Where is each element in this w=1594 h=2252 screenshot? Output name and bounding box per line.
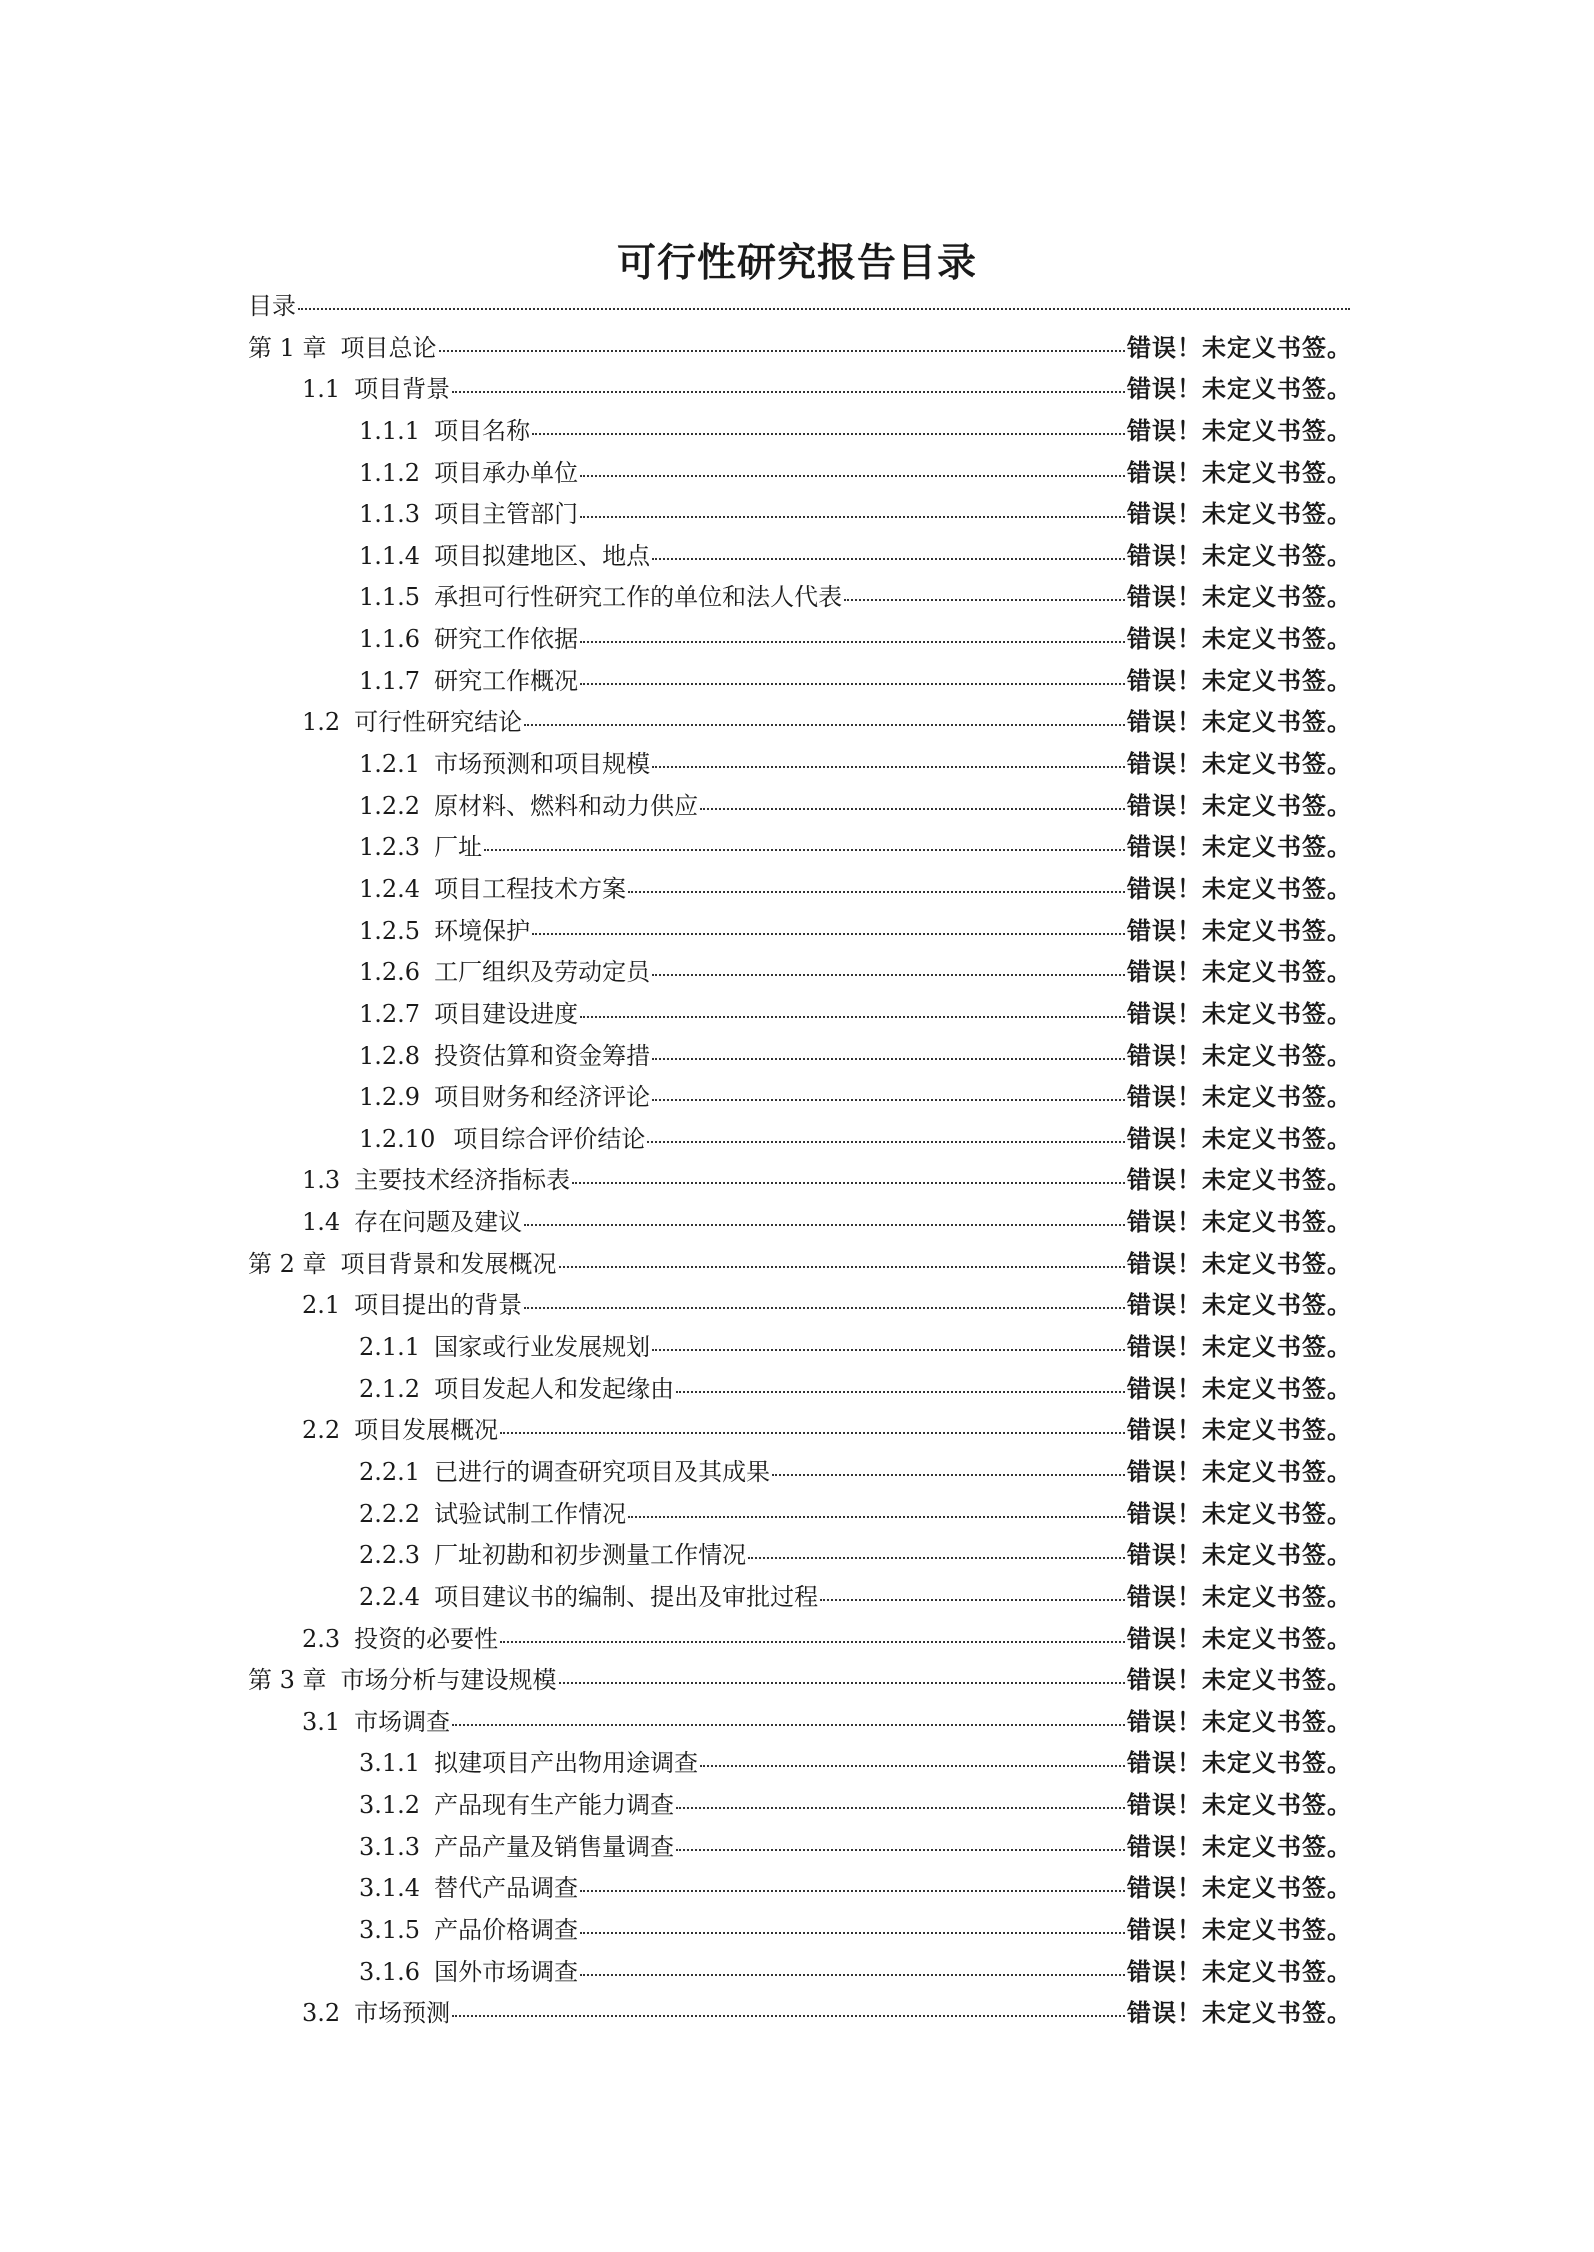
toc-entry-title: 已进行的调查研究项目及其成果 [434,1457,771,1486]
toc-entry[interactable] [248,1993,1352,2035]
toc-dot-leader [484,848,1125,851]
toc-entry[interactable] [248,286,1352,328]
toc-entry-page-ref: 错误！未定义书签。 [1127,333,1352,362]
toc-entry-number: 1.2.7 [359,999,421,1028]
toc-entry-title: 承担可行性研究工作的单位和法人代表 [434,583,843,612]
toc-entry-number: 1.2.9 [359,1083,421,1112]
toc-dot-leader [820,1598,1125,1601]
toc-entry[interactable] [248,1285,1352,1327]
toc-entry-title: 投资的必要性 [354,1624,499,1653]
toc-entry-page-ref: 错误！未定义书签。 [1127,1208,1352,1237]
toc-entry-page-ref: 错误！未定义书签。 [1127,1541,1352,1570]
toc-entry[interactable] [248,1785,1352,1827]
toc-entry-page-ref: 错误！未定义书签。 [1127,916,1352,945]
toc-entry-page-ref: 错误！未定义书签。 [1127,1999,1352,2028]
toc-entry-page-ref: 错误！未定义书签。 [1127,1624,1352,1653]
toc-entry-title: 项目综合评价结论 [453,1124,646,1153]
toc-entry[interactable] [248,827,1352,869]
toc-entry[interactable] [248,994,1352,1036]
toc-entry[interactable] [248,1036,1352,1078]
toc-entry-page-ref: 错误！未定义书签。 [1127,1791,1352,1820]
toc-entry[interactable] [248,1452,1352,1494]
toc-entry[interactable] [248,661,1352,703]
toc-entry-page-ref: 错误！未定义书签。 [1127,666,1352,695]
toc-dot-leader [580,1889,1125,1892]
toc-entry-title: 项目主管部门 [434,500,579,529]
toc-entry[interactable] [248,1327,1352,1369]
toc-entry-number: 3.1.6 [359,1957,421,1986]
toc-dot-leader [652,1098,1125,1101]
toc-dot-leader [652,973,1125,976]
toc-dot-leader [452,2014,1125,2017]
toc-entry[interactable] [248,619,1352,661]
toc-entry[interactable] [248,1535,1352,1577]
toc-entry-page-ref: 错误！未定义书签。 [1127,1249,1352,1278]
toc-dot-leader [748,1556,1125,1559]
toc-entry-number: 1.2.5 [359,916,421,945]
toc-entry-title: 项目建设进度 [434,999,579,1028]
toc-dot-leader [500,1431,1125,1434]
toc-entry[interactable] [248,1494,1352,1536]
toc-entry-number: 3.1.1 [359,1749,421,1778]
toc-entry-title: 原材料、燃料和动力供应 [434,791,699,820]
toc-entry-number: 1.1.2 [359,458,421,487]
toc-entry[interactable] [248,911,1352,953]
toc-dot-leader [580,1931,1125,1934]
toc-entry[interactable] [248,1827,1352,1869]
toc-entry-title: 环境保护 [434,916,531,945]
toc-entry[interactable] [248,1077,1352,1119]
toc-entry-title: 产品价格调查 [434,1915,579,1944]
toc-entry-number: 2.2 [302,1416,341,1445]
toc-entry[interactable] [248,1702,1352,1744]
toc-dot-leader [298,307,1350,310]
toc-entry-title: 国外市场调查 [434,1957,579,1986]
toc-entry-title: 市场预测和项目规模 [434,750,651,779]
toc-entry-number: 3.1 [302,1707,341,1736]
toc-dot-leader [532,432,1125,435]
toc-dot-leader [844,598,1125,601]
toc-entry-number: 第 3 章 [248,1666,327,1695]
toc-entry-number: 1.1.6 [359,625,421,654]
toc-dot-leader [580,1015,1125,1018]
toc-entry[interactable] [248,536,1352,578]
toc-entry-title: 项目发起人和发起缘由 [434,1374,675,1403]
toc-entry-title: 市场预测 [354,1999,451,2028]
toc-entry-page-ref: 错误！未定义书签。 [1127,458,1352,487]
toc-entry-title: 市场调查 [354,1707,451,1736]
toc-entry-number: 2.1.1 [359,1333,421,1362]
toc-entry-number: 2.3 [302,1624,341,1653]
toc-dot-leader [452,1723,1125,1726]
toc-entry-number: 3.1.4 [359,1874,421,1903]
toc-entry[interactable] [248,494,1352,536]
toc-entry-number: 1.4 [302,1208,341,1237]
toc-entry-page-ref: 错误！未定义书签。 [1127,1582,1352,1611]
toc-entry-number: 1.1.1 [359,416,421,445]
table-of-contents [248,286,1352,2035]
toc-dot-leader [532,932,1125,935]
toc-entry-page-ref: 错误！未定义书签。 [1127,1291,1352,1320]
toc-entry-page-ref: 错误！未定义书签。 [1127,958,1352,987]
toc-entry-page-ref: 错误！未定义书签。 [1127,1333,1352,1362]
toc-entry[interactable] [248,1910,1352,1952]
toc-entry-page-ref: 错误！未定义书签。 [1127,833,1352,862]
toc-entry-title: 替代产品调查 [434,1874,579,1903]
toc-entry-page-ref: 错误！未定义书签。 [1127,708,1352,737]
toc-entry-title: 厂址 [434,833,483,862]
toc-entry-number: 3.1.2 [359,1791,421,1820]
toc-entry-title: 目录 [248,292,296,320]
toc-entry[interactable] [248,411,1352,453]
toc-entry-title: 研究工作概况 [434,666,579,695]
toc-entry-title: 产品现有生产能力调查 [434,1791,675,1820]
toc-entry-number: 1.1.5 [359,583,421,612]
toc-dot-leader [580,515,1125,518]
toc-dot-leader [652,1348,1125,1351]
toc-entry-title: 项目承办单位 [434,458,579,487]
toc-entry[interactable] [248,869,1352,911]
toc-entry-number: 1.2.2 [359,791,421,820]
toc-entry-number: 1.2.10 [359,1124,436,1153]
toc-entry-title: 项目发展概况 [354,1416,499,1445]
toc-entry-title: 研究工作依据 [434,625,579,654]
toc-dot-leader [700,807,1125,810]
toc-entry-page-ref: 错误！未定义书签。 [1127,1083,1352,1112]
toc-dot-leader [772,1473,1125,1476]
toc-dot-leader [580,1973,1125,1976]
toc-dot-leader [559,1265,1125,1268]
toc-entry-title: 试验试制工作情况 [434,1499,627,1528]
toc-entry-title: 项目建议书的编制、提出及审批过程 [434,1582,819,1611]
toc-entry-number: 1.2.8 [359,1041,421,1070]
toc-entry[interactable] [248,1868,1352,1910]
toc-dot-leader [500,1640,1125,1643]
toc-entry[interactable] [248,1202,1352,1244]
toc-entry-page-ref: 错误！未定义书签。 [1127,1832,1352,1861]
toc-entry-number: 1.2 [302,708,341,737]
toc-entry-title: 项目背景和发展概况 [340,1249,557,1278]
toc-entry-number: 1.1.4 [359,541,421,570]
toc-entry-page-ref: 错误！未定义书签。 [1127,1749,1352,1778]
toc-entry-page-ref: 错误！未定义书签。 [1127,874,1352,903]
toc-entry[interactable] [248,1244,1352,1286]
toc-entry-page-ref: 错误！未定义书签。 [1127,1874,1352,1903]
toc-entry-title: 国家或行业发展规划 [434,1333,651,1362]
toc-dot-leader [676,1806,1125,1809]
toc-entry-page-ref: 错误！未定义书签。 [1127,750,1352,779]
toc-entry-page-ref: 错误！未定义书签。 [1127,791,1352,820]
toc-dot-leader [652,1057,1125,1060]
toc-dot-leader [580,640,1125,643]
toc-entry-number: 3.2 [302,1999,341,2028]
toc-entry-number: 2.2.2 [359,1499,421,1528]
toc-dot-leader [572,1181,1125,1184]
toc-entry-title: 存在问题及建议 [354,1208,523,1237]
toc-entry-title: 项目财务和经济评论 [434,1083,651,1112]
toc-entry-number: 1.2.3 [359,833,421,862]
toc-entry-title: 拟建项目产出物用途调查 [434,1749,699,1778]
toc-entry[interactable] [248,577,1352,619]
toc-dot-leader [676,1390,1125,1393]
toc-entry[interactable] [248,453,1352,495]
toc-dot-leader [524,723,1125,726]
toc-entry-title: 项目拟建地区、地点 [434,541,651,570]
toc-entry-title: 工厂组织及劳动定员 [434,958,651,987]
toc-entry[interactable] [248,1660,1352,1702]
toc-entry-number: 2.2.4 [359,1582,421,1611]
toc-entry-page-ref: 错误！未定义书签。 [1127,1957,1352,1986]
toc-entry[interactable] [248,1619,1352,1661]
toc-dot-leader [524,1223,1125,1226]
toc-dot-leader [580,682,1125,685]
toc-entry-title: 项目名称 [434,416,531,445]
toc-entry-page-ref: 错误！未定义书签。 [1127,1166,1352,1195]
toc-entry-title: 可行性研究结论 [354,708,523,737]
toc-entry-title: 项目工程技术方案 [434,874,627,903]
toc-dot-leader [439,349,1125,352]
toc-dot-leader [580,474,1125,477]
toc-dot-leader [628,890,1125,893]
toc-entry-number: 1.2.1 [359,750,421,779]
toc-entry-page-ref: 错误！未定义书签。 [1127,1124,1352,1153]
toc-entry-number: 第 1 章 [248,333,327,362]
toc-entry-number: 1.1.7 [359,666,421,695]
toc-entry-title: 主要技术经济指标表 [354,1166,571,1195]
toc-dot-leader [676,1848,1125,1851]
toc-entry-page-ref: 错误！未定义书签。 [1127,416,1352,445]
toc-entry-title: 厂址初勘和初步测量工作情况 [434,1541,747,1570]
toc-entry-page-ref: 错误！未定义书签。 [1127,625,1352,654]
toc-dot-leader [652,557,1125,560]
toc-dot-leader [647,1140,1125,1143]
toc-entry-page-ref: 错误！未定义书签。 [1127,1041,1352,1070]
toc-entry-page-ref: 错误！未定义书签。 [1127,1707,1352,1736]
toc-dot-leader [628,1515,1125,1518]
toc-entry-page-ref: 错误！未定义书签。 [1127,541,1352,570]
toc-entry-number: 1.2.6 [359,958,421,987]
toc-dot-leader [452,390,1125,393]
toc-entry-number: 1.3 [302,1166,341,1195]
toc-entry-page-ref: 错误！未定义书签。 [1127,1374,1352,1403]
toc-entry-page-ref: 错误！未定义书签。 [1127,1499,1352,1528]
toc-entry-number: 2.1 [302,1291,341,1320]
toc-entry[interactable] [248,1160,1352,1202]
toc-entry-number: 3.1.5 [359,1915,421,1944]
toc-entry-page-ref: 错误！未定义书签。 [1127,375,1352,404]
toc-entry-title: 产品产量及销售量调查 [434,1832,675,1861]
toc-entry-number: 2.2.3 [359,1541,421,1570]
toc-entry[interactable] [248,328,1352,370]
toc-entry-title: 投资估算和资金筹措 [434,1041,651,1070]
toc-entry[interactable] [248,1577,1352,1619]
toc-entry[interactable] [248,702,1352,744]
toc-entry-number: 1.2.4 [359,874,421,903]
toc-entry-title: 项目背景 [354,375,451,404]
toc-entry-number: 2.2.1 [359,1457,421,1486]
toc-entry[interactable] [248,1952,1352,1994]
toc-entry[interactable] [248,1119,1352,1161]
toc-entry-page-ref: 错误！未定义书签。 [1127,1915,1352,1944]
toc-entry-title: 项目总论 [340,333,437,362]
toc-entry-title: 市场分析与建设规模 [340,1666,557,1695]
toc-dot-leader [559,1681,1125,1684]
toc-entry[interactable] [248,744,1352,786]
toc-entry-number: 1.1 [302,375,341,404]
toc-entry[interactable] [248,1369,1352,1411]
toc-entry-page-ref: 错误！未定义书签。 [1127,1666,1352,1695]
toc-dot-leader [652,765,1125,768]
toc-entry[interactable] [248,952,1352,994]
toc-entry[interactable] [248,369,1352,411]
page-title: 可行性研究报告目录 [616,241,977,287]
toc-dot-leader [700,1764,1125,1767]
toc-dot-leader [524,1306,1125,1309]
toc-entry-page-ref: 错误！未定义书签。 [1127,583,1352,612]
toc-entry[interactable] [248,1743,1352,1785]
toc-entry[interactable] [248,786,1352,828]
toc-entry-page-ref: 错误！未定义书签。 [1127,500,1352,529]
toc-entry-page-ref: 错误！未定义书签。 [1127,1416,1352,1445]
toc-entry-page-ref: 错误！未定义书签。 [1127,1457,1352,1486]
toc-entry-number: 第 2 章 [248,1249,327,1278]
toc-entry[interactable] [248,1410,1352,1452]
toc-entry-number: 1.1.3 [359,500,421,529]
toc-entry-number: 3.1.3 [359,1832,421,1861]
toc-entry-page-ref: 错误！未定义书签。 [1127,999,1352,1028]
toc-entry-number: 2.1.2 [359,1374,421,1403]
toc-entry-title: 项目提出的背景 [354,1291,523,1320]
